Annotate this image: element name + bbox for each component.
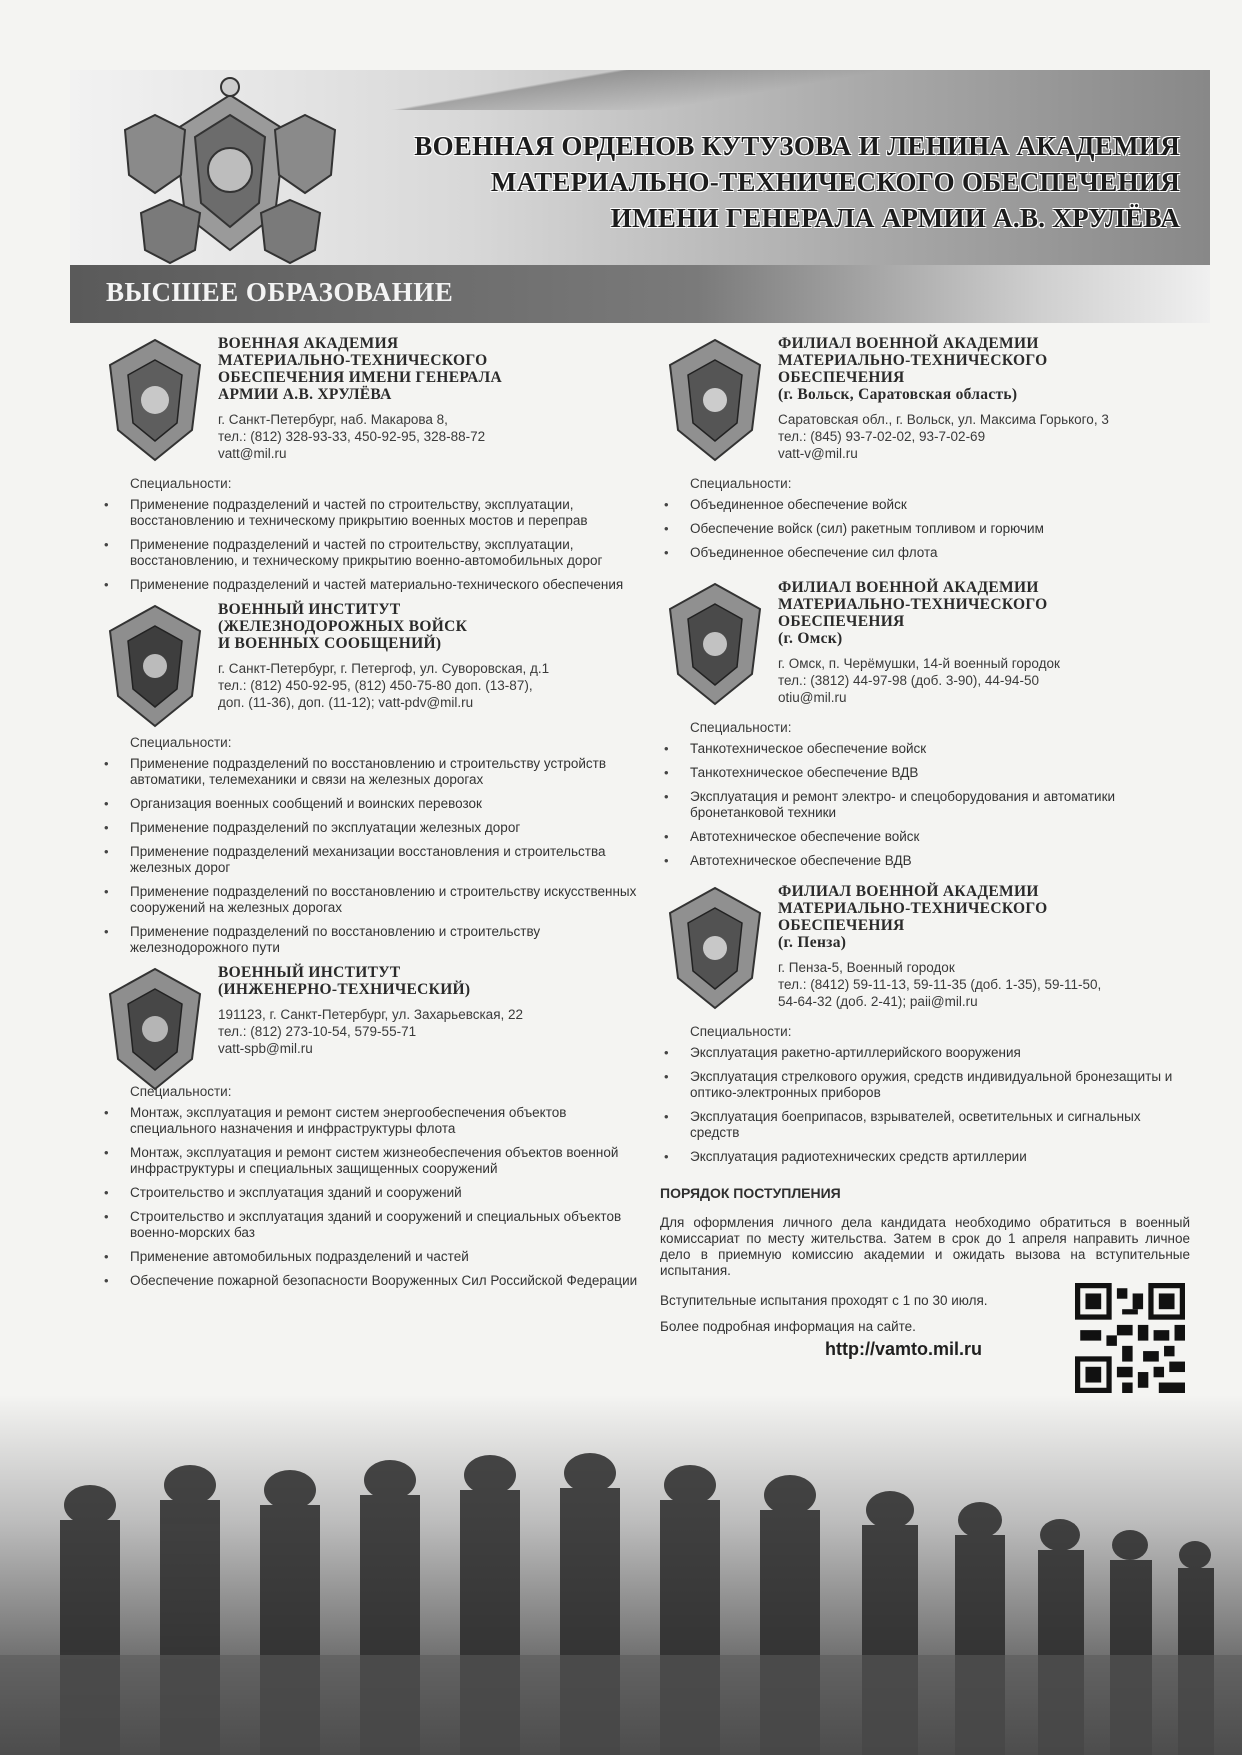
institution-header (100, 335, 640, 462)
academy-badge-icon (100, 335, 210, 465)
name-line: (ИНЖЕНЕРНО-ТЕХНИЧЕСКИЙ) (218, 981, 471, 998)
address-line: г. Омск, п. Черёмушки, 14-й военный городок (778, 656, 1060, 671)
address-line: 191123, г. Санкт-Петербург, ул. Захарьевская, 22 (218, 1007, 524, 1022)
specialties-list (660, 1045, 1190, 1165)
name-line: ФИЛИАЛ ВОЕННОЙ АКАДЕМИИ (778, 883, 1039, 900)
specialties-list (100, 1105, 640, 1289)
name-line: ВОЕННЫЙ ИНСТИТУТ (218, 601, 401, 618)
name-line: МАТЕРИАЛЬНО-ТЕХНИЧЕСКОГО (778, 900, 1048, 917)
institution-block (100, 335, 640, 593)
institution-header (660, 335, 1190, 462)
name-line: ОБЕСПЕЧЕНИЯ (778, 369, 905, 386)
address-line: г. Санкт-Петербург, г. Петергоф, ул. Суворовская, д.1 (218, 661, 550, 676)
address-line: Саратовская обл., г. Вольск, ул. Максима Горького, 3 (778, 412, 1109, 427)
specialty-item: • Организация военных сообщений и воинских перевозок (100, 796, 640, 812)
name-line: И ВОЕННЫХ СООБЩЕНИЙ) (218, 635, 442, 652)
specialty-item: • Эксплуатация радиотехнических средств артиллерии (660, 1149, 1190, 1165)
specialty-item: • Монтаж, эксплуатация и ремонт систем жизнеобеспечения объектов военной инфраструктуры и специальных защищенных сооружений (100, 1145, 640, 1177)
specialty-item: • Объединенное обеспечение войск (660, 497, 1190, 513)
institution-header (660, 883, 1190, 1010)
specialty-item: • Эксплуатация и ремонт электро- и спецоборудования и автоматики бронетанковой техники (660, 789, 1190, 821)
name-line: МАТЕРИАЛЬНО-ТЕХНИЧЕСКОГО (778, 352, 1048, 369)
header-title (360, 128, 1180, 236)
institution-header (100, 601, 640, 721)
institution-header (100, 964, 640, 1084)
right-column (660, 335, 1190, 1413)
institution-contact (218, 1006, 640, 1057)
specialties-list (660, 497, 1190, 561)
phone-line: тел.: (812) 328-93-33, 450-92-95, 328-88-72 (218, 429, 486, 444)
phone-email-line: доп. (11-36), доп. (11-12); vatt-pdv@mil.ru (218, 695, 474, 710)
institution-text (778, 335, 1190, 462)
institution-name (778, 579, 1190, 647)
phone-line: тел.: (8412) 59-11-13, 59-11-35 (доб. 1-35), 59-11-50, (778, 977, 1102, 992)
name-line: ФИЛИАЛ ВОЕННОЙ АКАДЕМИИ (778, 335, 1039, 352)
specialty-item: • Автотехническое обеспечение войск (660, 829, 1190, 845)
engineering-institute-badge-icon (100, 964, 210, 1094)
specialty-item: • Применение подразделений по восстановлению и строительству искусственных сооружений на железных дорогах (100, 884, 640, 916)
institution-name (218, 335, 640, 403)
email-line: vatt-spb@mil.ru (218, 1041, 313, 1056)
email-line: otiu@mil.ru (778, 690, 847, 705)
specialty-item: • Эксплуатация ракетно-артиллерийского вооружения (660, 1045, 1190, 1061)
email-line: vatt-v@mil.ru (778, 446, 858, 461)
institution-text (778, 883, 1190, 1010)
institution-text (218, 601, 640, 711)
specialty-item: • Танкотехническое обеспечение ВДВ (660, 765, 1190, 781)
header-title-line: ИМЕНИ ГЕНЕРАЛА АРМИИ А.В. ХРУЛЁВА (610, 203, 1180, 233)
institution-name (778, 883, 1190, 951)
qr-code-icon (1075, 1283, 1185, 1393)
specialties-label: Специальности: (130, 735, 232, 750)
address-line: г. Санкт-Петербург, наб. Макарова 8, (218, 412, 448, 427)
phone-line: тел.: (812) 450-92-95, (812) 450-75-80 доп. (13-87), (218, 678, 533, 693)
name-line: ОБЕСПЕЧЕНИЯ (778, 917, 905, 934)
email-line: vatt@mil.ru (218, 446, 287, 461)
banner-title: ВЫСШЕЕ ОБРАЗОВАНИЕ (106, 277, 454, 307)
institution-block (660, 579, 1190, 869)
header-title-line: ВОЕННАЯ ОРДЕНОВ КУТУЗОВА И ЛЕНИНА АКАДЕМИЯ (414, 131, 1180, 161)
name-line: МАТЕРИАЛЬНО-ТЕХНИЧЕСКОГО (218, 352, 488, 369)
specialties-list (100, 497, 640, 593)
parade-photo (0, 1395, 1242, 1755)
admission-procedure-title: ПОРЯДОК ПОСТУПЛЕНИЯ (660, 1185, 841, 1201)
exam-dates-text: Вступительные испытания проходят с 1 по 30 июля. (660, 1293, 988, 1308)
specialty-item: • Обеспечение пожарной безопасности Вооруженных Сил Российской Федерации (100, 1273, 640, 1289)
section-banner (70, 265, 1210, 323)
institution-text (218, 335, 640, 462)
address-line: г. Пенза-5, Военный городок (778, 960, 955, 975)
institution-name (218, 964, 640, 998)
left-column (100, 335, 640, 1297)
header (70, 70, 1210, 265)
specialty-item: • Монтаж, эксплуатация и ремонт систем энергообеспечения объектов специального назначения и инфраструктуры флота (100, 1105, 640, 1137)
phone-line: тел.: (812) 273-10-54, 579-55-71 (218, 1024, 417, 1039)
admission-procedure-text: Для оформления личного дела кандидата необходимо обратиться в военный комиссариат по месту жительства. Затем в срок до 1 апреля направить личное дело в приемную комиссию академии и ожидать вызова на вступительные испытания. (660, 1215, 1190, 1278)
academy-emblems-icon (115, 75, 345, 265)
institution-block (100, 964, 640, 1289)
specialty-item: • Применение подразделений механизации восстановления и строительства железных дорог (100, 844, 640, 876)
more-info-text: Более подробная информация на сайте. (660, 1319, 916, 1334)
name-line: ВОЕННАЯ АКАДЕМИЯ (218, 335, 399, 352)
volsk-branch-badge-icon (660, 335, 770, 465)
name-line: ОБЕСПЕЧЕНИЯ ИМЕНИ ГЕНЕРАЛА (218, 369, 502, 386)
specialties-list (100, 756, 640, 956)
institution-block (100, 601, 640, 956)
institution-contact (218, 411, 640, 462)
phone-line: тел.: (3812) 44-97-98 (доб. 3-90), 44-94-50 (778, 673, 1039, 688)
institution-block (660, 883, 1190, 1165)
institution-header (660, 579, 1190, 706)
specialty-item: • Обеспечение войск (сил) ракетным топливом и горючим (660, 521, 1190, 537)
specialty-item: • Эксплуатация стрелкового оружия, средств индивидуальной бронезащиты и оптико-электронных приборов (660, 1069, 1190, 1101)
specialties-label: Специальности: (130, 1084, 232, 1099)
name-line: МАТЕРИАЛЬНО-ТЕХНИЧЕСКОГО (778, 596, 1048, 613)
specialties-label: Специальности: (690, 476, 792, 491)
specialties-label: Специальности: (690, 1024, 792, 1039)
institution-text (218, 964, 640, 1057)
specialty-item: • Применение подразделений и частей по строительству, эксплуатации, восстановлению, и техническому прикрытию военно-автомобильных дорог (100, 537, 640, 569)
specialty-item: • Танкотехническое обеспечение войск (660, 741, 1190, 757)
institution-name (218, 601, 640, 652)
header-title-line: МАТЕРИАЛЬНО-ТЕХНИЧЕСКОГО ОБЕСПЕЧЕНИЯ (490, 167, 1180, 197)
specialty-item: • Применение подразделений по восстановлению и строительству устройств автоматики, телемеханики и связи на железных дорогах (100, 756, 640, 788)
name-line: (г. Омск) (778, 630, 843, 647)
name-line: (ЖЕЛЕЗНОДОРОЖНЫХ ВОЙСК (218, 618, 468, 635)
specialty-item: • Применение подразделений по эксплуатации железных дорог (100, 820, 640, 836)
name-line: АРМИИ А.В. ХРУЛЁВА (218, 386, 392, 403)
name-line: ФИЛИАЛ ВОЕННОЙ АКАДЕМИИ (778, 579, 1039, 596)
institution-block (660, 335, 1190, 561)
institution-contact (778, 411, 1190, 462)
penza-branch-badge-icon (660, 883, 770, 1013)
phone-email-line: 54-64-32 (доб. 2-41); paii@mil.ru (778, 994, 978, 1009)
institution-text (778, 579, 1190, 706)
name-line: ОБЕСПЕЧЕНИЯ (778, 613, 905, 630)
railway-institute-badge-icon (100, 601, 210, 731)
institution-name (778, 335, 1190, 403)
specialty-item: • Строительство и эксплуатация зданий и сооружений (100, 1185, 640, 1201)
specialty-item: • Применение подразделений и частей материально-технического обеспечения (100, 577, 640, 593)
name-line: (г. Вольск, Саратовская область) (778, 386, 1018, 403)
institution-contact (218, 660, 640, 711)
institution-contact (778, 655, 1190, 706)
name-line: (г. Пенза) (778, 934, 847, 951)
specialty-item: • Строительство и эксплуатация зданий и сооружений и специальных объектов военно-морских баз (100, 1209, 640, 1241)
specialty-item: • Применение автомобильных подразделений и частей (100, 1249, 640, 1265)
website-link[interactable]: http://vamto.mil.ru (825, 1339, 982, 1359)
specialties-label: Специальности: (130, 476, 232, 491)
institution-contact (778, 959, 1190, 1010)
phone-line: тел.: (845) 93-7-02-02, 93-7-02-69 (778, 429, 986, 444)
specialties-label: Специальности: (690, 720, 792, 735)
specialty-item: • Применение подразделений по восстановлению и строительству железнодорожного пути (100, 924, 640, 956)
specialties-list (660, 741, 1190, 869)
specialty-item: • Автотехническое обеспечение ВДВ (660, 853, 1190, 869)
specialty-item: • Эксплуатация боеприпасов, взрывателей, осветительных и сигнальных средств (660, 1109, 1190, 1141)
name-line: ВОЕННЫЙ ИНСТИТУТ (218, 964, 401, 981)
omsk-branch-badge-icon (660, 579, 770, 709)
specialty-item: • Применение подразделений и частей по строительству, эксплуатации, восстановлению и техническому прикрытию военных мостов и переправ (100, 497, 640, 529)
specialty-item: • Объединенное обеспечение сил флота (660, 545, 1190, 561)
